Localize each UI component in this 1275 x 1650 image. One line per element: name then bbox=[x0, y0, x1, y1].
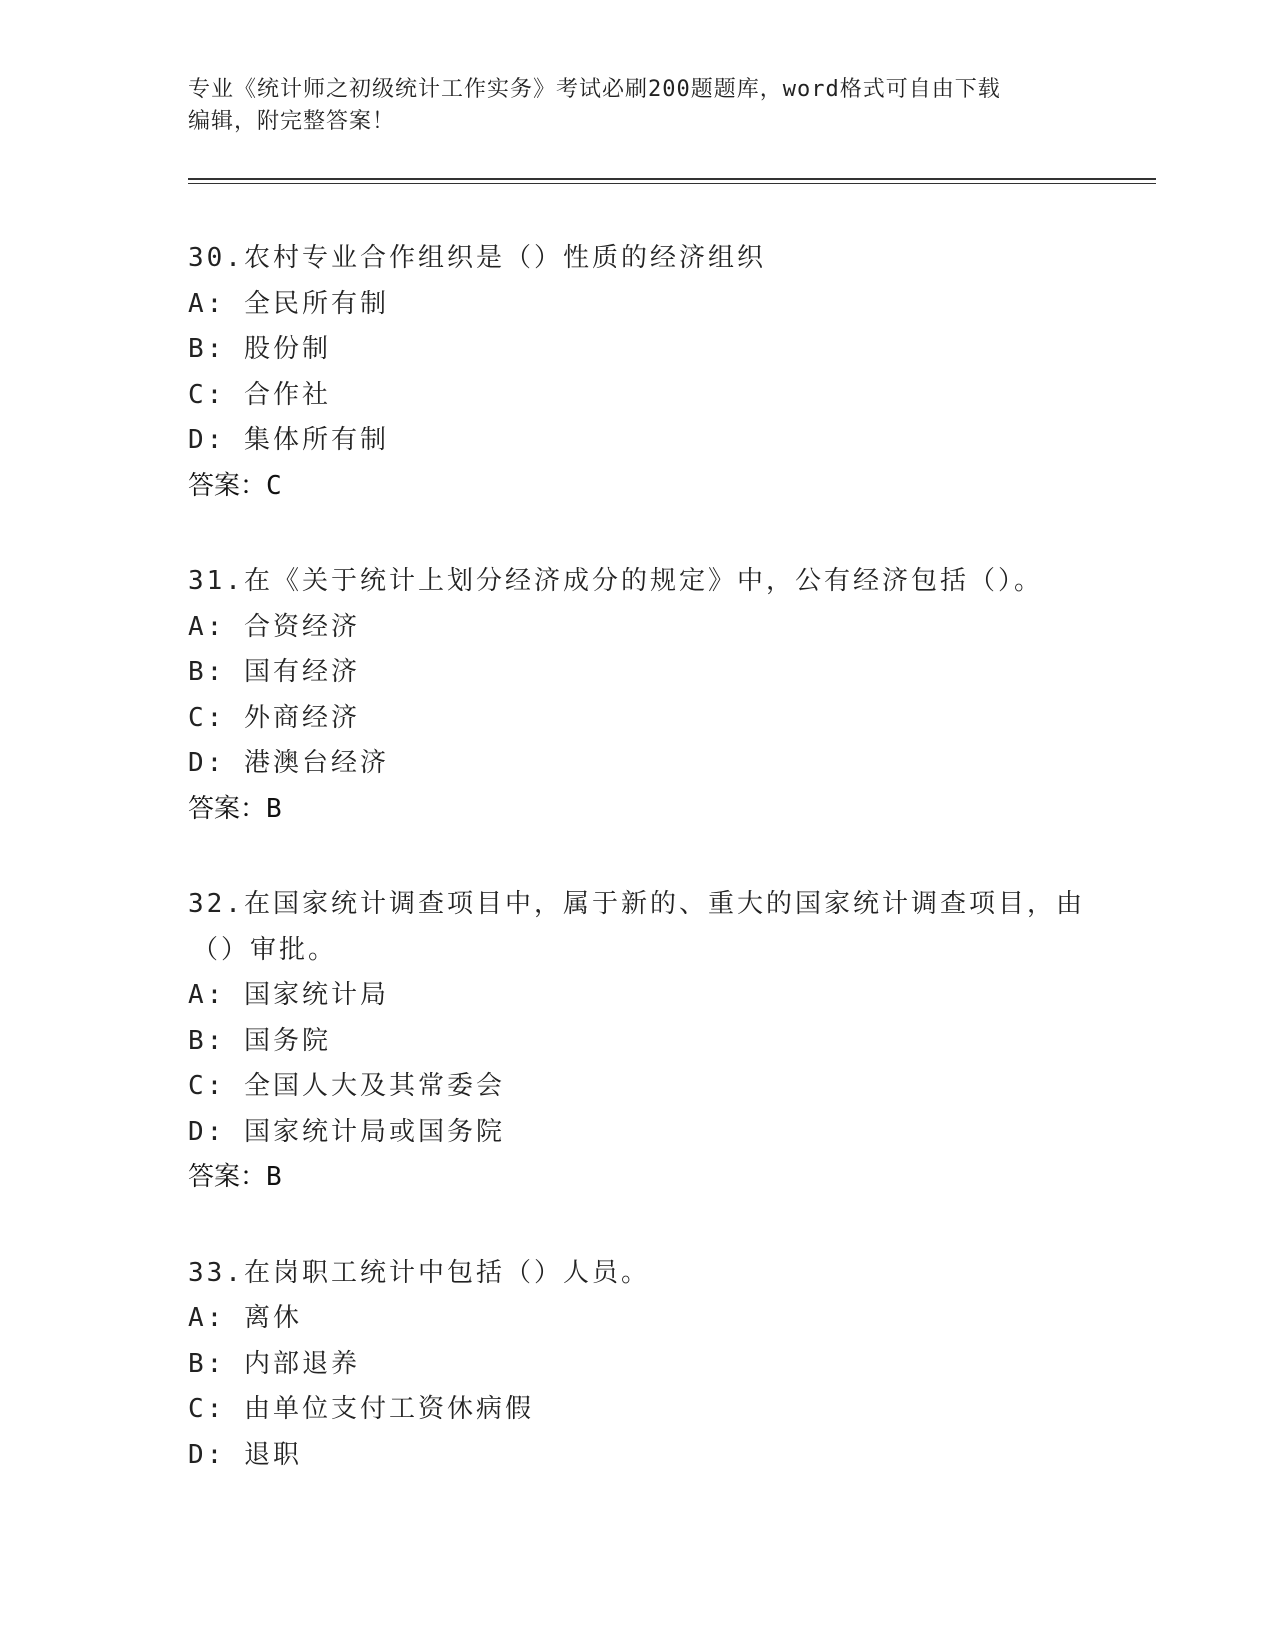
option-d: D: 国家统计局或国务院 bbox=[188, 1116, 505, 1147]
question-stem: 33.在岗职工统计中包括（）人员。 bbox=[188, 1257, 650, 1288]
question-list bbox=[188, 236, 1088, 1528]
option-c: C: 全国人大及其常委会 bbox=[188, 1071, 505, 1101]
option-a: A: 合资经济 bbox=[188, 611, 360, 642]
option-a: A: 国家统计局 bbox=[188, 980, 389, 1010]
question-32 bbox=[188, 882, 1088, 1201]
answer-value: B bbox=[266, 1162, 282, 1192]
option-c: C: 外商经济 bbox=[188, 702, 360, 733]
answer-value: B bbox=[266, 793, 282, 824]
option-d: D: 港澳台经济 bbox=[188, 748, 389, 778]
question-stem: 31.在《关于统计上划分经济成分的规定》中，公有经济包括（）。 bbox=[188, 566, 1043, 596]
option-b: B: 股份制 bbox=[188, 334, 331, 364]
question-33 bbox=[188, 1251, 1088, 1479]
header-divider-thin bbox=[188, 183, 1156, 184]
document-header bbox=[188, 74, 1088, 138]
option-a: A: 全民所有制 bbox=[188, 288, 389, 319]
answer-label: 答案： bbox=[188, 793, 267, 824]
answer-line bbox=[188, 464, 1088, 510]
answer-value: C bbox=[266, 470, 282, 501]
option-b: B: 国有经济 bbox=[188, 657, 360, 687]
option-c: C: 由单位支付工资休病假 bbox=[188, 1394, 534, 1424]
question-31 bbox=[188, 559, 1088, 832]
question-stem-continued: （）审批。 bbox=[192, 934, 338, 965]
question-stem: 30.农村专业合作组织是（）性质的经济组织 bbox=[188, 243, 766, 273]
option-b: B: 内部退养 bbox=[188, 1348, 360, 1379]
option-b: B: 国务院 bbox=[188, 1025, 331, 1056]
question-30 bbox=[188, 236, 1088, 509]
option-d: D: 退职 bbox=[188, 1439, 302, 1470]
answer-label: 答案： bbox=[188, 1162, 267, 1192]
answer-line bbox=[188, 787, 1088, 833]
option-d: D: 集体所有制 bbox=[188, 425, 389, 455]
option-c: C: 合作社 bbox=[188, 379, 331, 410]
answer-label: 答案： bbox=[188, 470, 267, 501]
option-a: A: 离休 bbox=[188, 1303, 302, 1333]
question-stem: 32.在国家统计调查项目中，属于新的、重大的国家统计调查项目，由 bbox=[188, 889, 1085, 919]
header-divider-thick bbox=[188, 178, 1156, 180]
answer-line bbox=[188, 1155, 1088, 1201]
header-line-1: 专业《统计师之初级统计工作实务》考试必刷200题题库，word格式可自由下载 bbox=[188, 77, 1001, 102]
header-line-2: 编辑，附完整答案！ bbox=[188, 109, 396, 134]
